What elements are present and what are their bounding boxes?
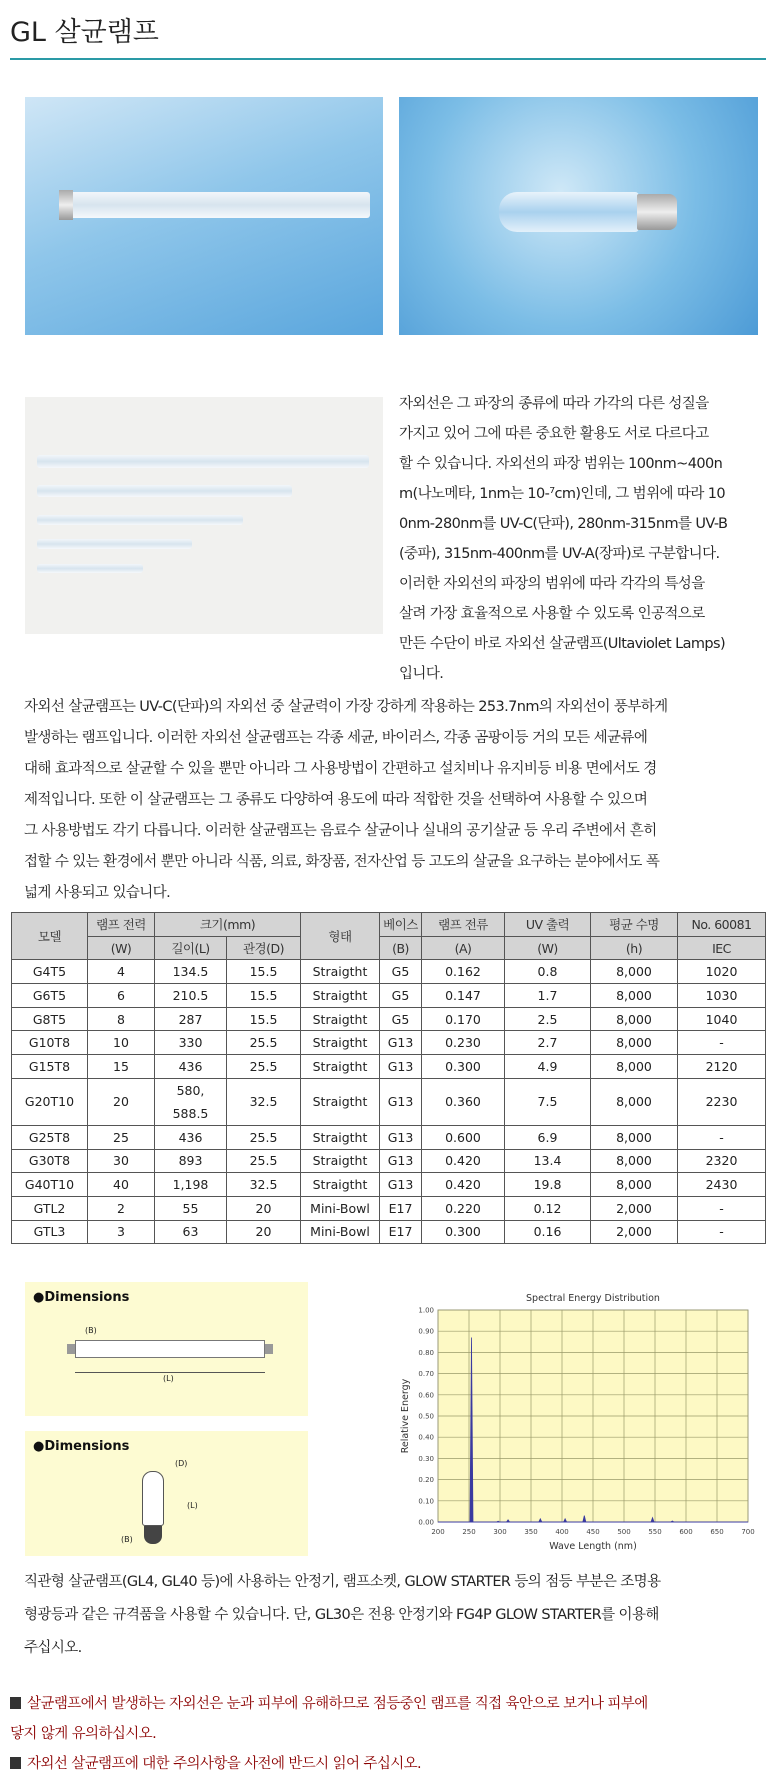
cell-shape: Straigtht	[301, 1031, 380, 1055]
header-model: 모델	[12, 913, 88, 960]
spectral-energy-chart	[396, 1282, 761, 1562]
cell-current: 0.300	[422, 1220, 505, 1244]
chart-title: Spectral Energy Distribution	[526, 1293, 660, 1304]
x-axis-label: Wave Length (nm)	[549, 1541, 637, 1552]
y-tick-label: 0.50	[418, 1412, 434, 1421]
y-axis-label: Relative Energy	[400, 1378, 411, 1454]
bulb-base	[144, 1526, 162, 1544]
cell-current: 0.420	[422, 1173, 505, 1197]
cell-model: G15T8	[12, 1055, 88, 1079]
lamp-tube	[37, 564, 143, 573]
header-diameter: 관경(D)	[227, 936, 301, 960]
text-line: 대해 효과적으로 살균할 수 있을 뿐만 아니라 그 사용방법이 간편하고 설치비나 유지비등 비용 면에서도 경	[24, 761, 657, 777]
y-tick-label: 0.00	[418, 1518, 434, 1527]
label-l: (L)	[187, 1501, 198, 1510]
x-tick-label: 250	[462, 1528, 476, 1536]
cell-base: G13	[380, 1031, 422, 1055]
cell-length: 330	[155, 1031, 227, 1055]
cell-uv-output: 2.5	[505, 1007, 591, 1031]
cell-power: 20	[88, 1078, 155, 1125]
cell-current: 0.600	[422, 1125, 505, 1149]
table-row	[12, 1007, 766, 1031]
y-tick-label: 0.30	[418, 1454, 434, 1463]
x-tick-label: 650	[710, 1528, 724, 1536]
starter-note-text	[24, 1566, 772, 1665]
text-line: 살려 가장 효율적으로 사용할 수 있도록 인공적으로	[399, 606, 705, 622]
x-tick-label: 200	[431, 1528, 445, 1536]
cell-model: G6T5	[12, 984, 88, 1008]
cell-diameter: 20	[227, 1220, 301, 1244]
text-line: (중파), 315nm-400nm를 UV-A(장파)로 구분합니다.	[399, 546, 720, 562]
y-tick-label: 0.20	[418, 1476, 434, 1485]
cell-shape: Straigtht	[301, 1173, 380, 1197]
header-life: 평균 수명	[591, 913, 678, 937]
cell-iec: 2120	[678, 1055, 766, 1079]
cell-current: 0.230	[422, 1031, 505, 1055]
text-line: 할 수 있습니다. 자외선의 파장 범위는 100nm~400n	[399, 456, 723, 472]
cell-uv-output: 1.7	[505, 984, 591, 1008]
label-b: (B)	[85, 1326, 97, 1335]
cell-power: 30	[88, 1149, 155, 1173]
cell-model: G20T10	[12, 1078, 88, 1125]
cell-iec: -	[678, 1031, 766, 1055]
cell-power: 8	[88, 1007, 155, 1031]
cell-iec: -	[678, 1220, 766, 1244]
cell-iec: 1030	[678, 984, 766, 1008]
bulb-outline	[142, 1471, 164, 1526]
cell-base: E17	[380, 1196, 422, 1220]
header-iec: No. 60081	[678, 913, 766, 937]
cell-current: 0.147	[422, 984, 505, 1008]
straight-lamp-photo	[25, 97, 383, 335]
cell-base: G13	[380, 1149, 422, 1173]
lamp-tube	[37, 515, 243, 525]
lamp-tube	[70, 192, 370, 218]
square-bullet-icon	[10, 1697, 21, 1709]
y-tick-label: 1.00	[418, 1306, 434, 1315]
tube-pin	[265, 1344, 273, 1354]
lamp-tube	[37, 485, 292, 497]
text-line: 가지고 있어 그에 따른 중요한 활용도 서로 다르다고	[399, 426, 709, 442]
header-size: 크기(mm)	[155, 913, 301, 937]
text-line: 입니다.	[399, 666, 444, 682]
cell-uv-output: 0.16	[505, 1220, 591, 1244]
cell-length: 893	[155, 1149, 227, 1173]
cell-model: G10T8	[12, 1031, 88, 1055]
x-tick-label: 400	[555, 1528, 569, 1536]
title-divider	[10, 58, 766, 60]
cell-power: 3	[88, 1220, 155, 1244]
x-tick-label: 500	[617, 1528, 631, 1536]
text-line: 발생하는 램프입니다. 이러한 자외선 살균램프는 각종 세균, 바이러스, 각종 곰팡이등 거의 모든 세균류에	[24, 730, 648, 746]
cell-model: G25T8	[12, 1125, 88, 1149]
cell-current: 0.220	[422, 1196, 505, 1220]
bulb-lamp-photo	[399, 97, 758, 335]
cell-iec: 1020	[678, 960, 766, 984]
header-current: 램프 전류	[422, 913, 505, 937]
cell-uv-output: 13.4	[505, 1149, 591, 1173]
warning-text: 닿지 않게 유의하십시오.	[10, 1726, 157, 1742]
y-tick-label: 0.90	[418, 1327, 434, 1336]
cell-life: 2,000	[591, 1196, 678, 1220]
header-length: 길이(L)	[155, 936, 227, 960]
cell-base: G13	[380, 1078, 422, 1125]
cell-current: 0.360	[422, 1078, 505, 1125]
lamp-tube	[37, 539, 192, 549]
label-l: (L)	[163, 1374, 174, 1383]
cell-shape: Straigtht	[301, 1055, 380, 1079]
cell-power: 10	[88, 1031, 155, 1055]
cell-uv-output: 4.9	[505, 1055, 591, 1079]
cell-uv-output: 2.7	[505, 1031, 591, 1055]
cell-power: 25	[88, 1125, 155, 1149]
table-body	[12, 960, 766, 1244]
y-tick-label: 0.40	[418, 1433, 434, 1442]
cell-life: 8,000	[591, 1173, 678, 1197]
table-row	[12, 1173, 766, 1197]
cell-power: 2	[88, 1196, 155, 1220]
y-tick-label: 0.70	[418, 1370, 434, 1379]
warning-text: 자외선 살균램프에 대한 주의사항을 사전에 반드시 읽어 주십시오.	[27, 1756, 422, 1772]
table-row	[12, 960, 766, 984]
x-tick-label: 450	[586, 1528, 600, 1536]
cell-iec: -	[678, 1196, 766, 1220]
cell-uv-output: 6.9	[505, 1125, 591, 1149]
cell-diameter: 25.5	[227, 1149, 301, 1173]
header-current-unit: (A)	[422, 936, 505, 960]
cell-iec: 2230	[678, 1078, 766, 1125]
cell-model: GTL3	[12, 1220, 88, 1244]
header-power: 램프 전력	[88, 913, 155, 937]
cell-model: GTL2	[12, 1196, 88, 1220]
lamp-spec-table	[11, 912, 766, 1244]
text-line: 형광등과 같은 규격품을 사용할 수 있습니다. 단, GL30은 전용 안정기와 FG4P GLOW STARTER를 이용해	[24, 1607, 659, 1623]
text-line: 이러한 자외선의 파장의 범위에 따라 각각의 특성을	[399, 576, 705, 592]
cell-iec: 1040	[678, 1007, 766, 1031]
cell-life: 8,000	[591, 1055, 678, 1079]
label-d: (D)	[175, 1459, 188, 1468]
cell-base: G5	[380, 984, 422, 1008]
cell-shape: Straigtht	[301, 1125, 380, 1149]
cell-uv-output: 0.12	[505, 1196, 591, 1220]
cell-diameter: 15.5	[227, 960, 301, 984]
cell-uv-output: 0.8	[505, 960, 591, 984]
cell-diameter: 15.5	[227, 984, 301, 1008]
cell-length: 436	[155, 1055, 227, 1079]
cell-diameter: 32.5	[227, 1173, 301, 1197]
cell-model: G4T5	[12, 960, 88, 984]
cell-shape: Mini-Bowl	[301, 1196, 380, 1220]
header-uv: UV 출력	[505, 913, 591, 937]
text-line: 만든 수단이 바로 자외선 살균램프(Ultaviolet Lamps)	[399, 636, 726, 652]
x-tick-label: 600	[679, 1528, 693, 1536]
square-bullet-icon	[10, 1757, 21, 1769]
cell-shape: Mini-Bowl	[301, 1220, 380, 1244]
cell-iec: 2430	[678, 1173, 766, 1197]
uv-intro-text	[399, 389, 771, 689]
table-row	[12, 984, 766, 1008]
cell-model: G30T8	[12, 1149, 88, 1173]
cell-life: 8,000	[591, 1125, 678, 1149]
text-line: m(나노메타, 1nm는 10-⁷cm)인데, 그 범위에 따라 10	[399, 486, 725, 502]
cell-current: 0.420	[422, 1149, 505, 1173]
cell-current: 0.300	[422, 1055, 505, 1079]
cell-life: 2,000	[591, 1220, 678, 1244]
cell-diameter: 25.5	[227, 1031, 301, 1055]
header-life-unit: (h)	[591, 936, 678, 960]
cell-length: 436	[155, 1125, 227, 1149]
page-title: GL 살균램프	[10, 17, 159, 48]
text-line: 자외선은 그 파장의 종류에 따라 가각의 다른 성질을	[399, 396, 709, 412]
cell-shape: Straigtht	[301, 1078, 380, 1125]
cell-power: 40	[88, 1173, 155, 1197]
cell-base: G13	[380, 1173, 422, 1197]
table-row	[12, 1196, 766, 1220]
cell-model: G40T10	[12, 1173, 88, 1197]
x-tick-label: 700	[741, 1528, 755, 1536]
warning-text: 살균램프에서 발생하는 자외선은 눈과 피부에 유해하므로 점등중인 램프를 직접 육안으로 보거나 피부에	[27, 1696, 648, 1712]
cell-power: 15	[88, 1055, 155, 1079]
cell-iec: -	[678, 1125, 766, 1149]
cell-power: 4	[88, 960, 155, 984]
warnings	[10, 1689, 772, 1779]
y-tick-label: 0.60	[418, 1391, 434, 1400]
cell-uv-output: 7.5	[505, 1078, 591, 1125]
dimensions-title: ●Dimensions	[33, 1290, 130, 1305]
cell-diameter: 25.5	[227, 1125, 301, 1149]
lamp-tube	[499, 192, 639, 232]
text-line: 직관형 살균램프(GL4, GL40 등)에 사용하는 안정기, 램프소켓, GLOW STARTER 등의 점등 부분은 조명용	[24, 1574, 661, 1590]
cell-diameter: 20	[227, 1196, 301, 1220]
lamp-tube	[37, 455, 369, 468]
cell-length: 1,198	[155, 1173, 227, 1197]
cell-shape: Straigtht	[301, 984, 380, 1008]
cell-shape: Straigtht	[301, 1007, 380, 1031]
cell-base: G13	[380, 1125, 422, 1149]
cell-life: 8,000	[591, 960, 678, 984]
cell-length: 55	[155, 1196, 227, 1220]
tube-pin	[67, 1344, 75, 1354]
table-row	[12, 1125, 766, 1149]
table-row	[12, 1055, 766, 1079]
table-row	[12, 1220, 766, 1244]
cell-diameter: 32.5	[227, 1078, 301, 1125]
header-base: 베이스	[380, 913, 422, 937]
cell-life: 8,000	[591, 1031, 678, 1055]
cell-life: 8,000	[591, 1078, 678, 1125]
text-line: 자외선 살균램프는 UV-C(단파)의 자외선 중 살균력이 가장 강하게 작용하는 253.7nm의 자외선이 풍부하게	[24, 699, 668, 715]
text-line: 넓게 사용되고 있습니다.	[24, 885, 171, 901]
cell-length: 63	[155, 1220, 227, 1244]
germicidal-lamp-description	[24, 692, 772, 909]
warning-line	[10, 1689, 772, 1719]
cell-length: 210.5	[155, 984, 227, 1008]
table-row	[12, 1078, 766, 1125]
cell-model: G8T5	[12, 1007, 88, 1031]
cell-life: 8,000	[591, 1007, 678, 1031]
cell-shape: Straigtht	[301, 1149, 380, 1173]
label-b: (B)	[121, 1535, 133, 1544]
cell-base: G5	[380, 1007, 422, 1031]
cell-iec: 2320	[678, 1149, 766, 1173]
bulb-lamp-dimensions	[25, 1431, 308, 1556]
cell-length: 287	[155, 1007, 227, 1031]
header-power-unit: (W)	[88, 936, 155, 960]
lamp-cap	[59, 190, 73, 220]
cell-uv-output: 19.8	[505, 1173, 591, 1197]
lamp-lineup-photo	[25, 397, 383, 634]
header-iec-unit: IEC	[678, 936, 766, 960]
cell-length: 134.5	[155, 960, 227, 984]
cell-base: G5	[380, 960, 422, 984]
text-line: 0nm-280nm를 UV-C(단파), 280nm-315nm를 UV-B	[399, 516, 728, 532]
table-row	[12, 1149, 766, 1173]
cell-current: 0.170	[422, 1007, 505, 1031]
cell-diameter: 25.5	[227, 1055, 301, 1079]
table-row	[12, 1031, 766, 1055]
text-line: 주십시오.	[24, 1640, 82, 1656]
y-tick-label: 0.10	[418, 1497, 434, 1506]
cell-base: G13	[380, 1055, 422, 1079]
tube-outline	[75, 1340, 265, 1358]
y-tick-label: 0.80	[418, 1348, 434, 1357]
text-line: 그 사용방법도 각기 다릅니다. 이러한 살균램프는 음료수 살균이나 실내의 공기살균 등 우리 주변에서 흔히	[24, 823, 657, 839]
cell-life: 8,000	[591, 1149, 678, 1173]
cell-base: E17	[380, 1220, 422, 1244]
text-line: 제적입니다. 또한 이 살균램프는 그 종류도 다양하여 용도에 따라 적합한 것을 선택하여 사용할 수 있으며	[24, 792, 648, 808]
cell-shape: Straigtht	[301, 960, 380, 984]
cell-length: 580, 588.5	[155, 1078, 227, 1125]
cell-current: 0.162	[422, 960, 505, 984]
dimensions-title: ●Dimensions	[33, 1439, 130, 1454]
straight-lamp-dimensions	[25, 1282, 308, 1416]
warning-line	[10, 1749, 772, 1779]
length-line	[75, 1372, 265, 1373]
text-line: 접할 수 있는 환경에서 뿐만 아니라 식품, 의료, 화장품, 전자산업 등 고도의 살균을 요구하는 분야에서도 폭	[24, 854, 660, 870]
header-uv-unit: (W)	[505, 936, 591, 960]
cell-life: 8,000	[591, 984, 678, 1008]
x-tick-label: 550	[648, 1528, 662, 1536]
header-base-unit: (B)	[380, 936, 422, 960]
cell-diameter: 15.5	[227, 1007, 301, 1031]
x-tick-label: 300	[493, 1528, 507, 1536]
header-shape: 형태	[301, 913, 380, 960]
x-tick-label: 350	[524, 1528, 538, 1536]
cell-power: 6	[88, 984, 155, 1008]
lamp-cap	[637, 194, 677, 230]
